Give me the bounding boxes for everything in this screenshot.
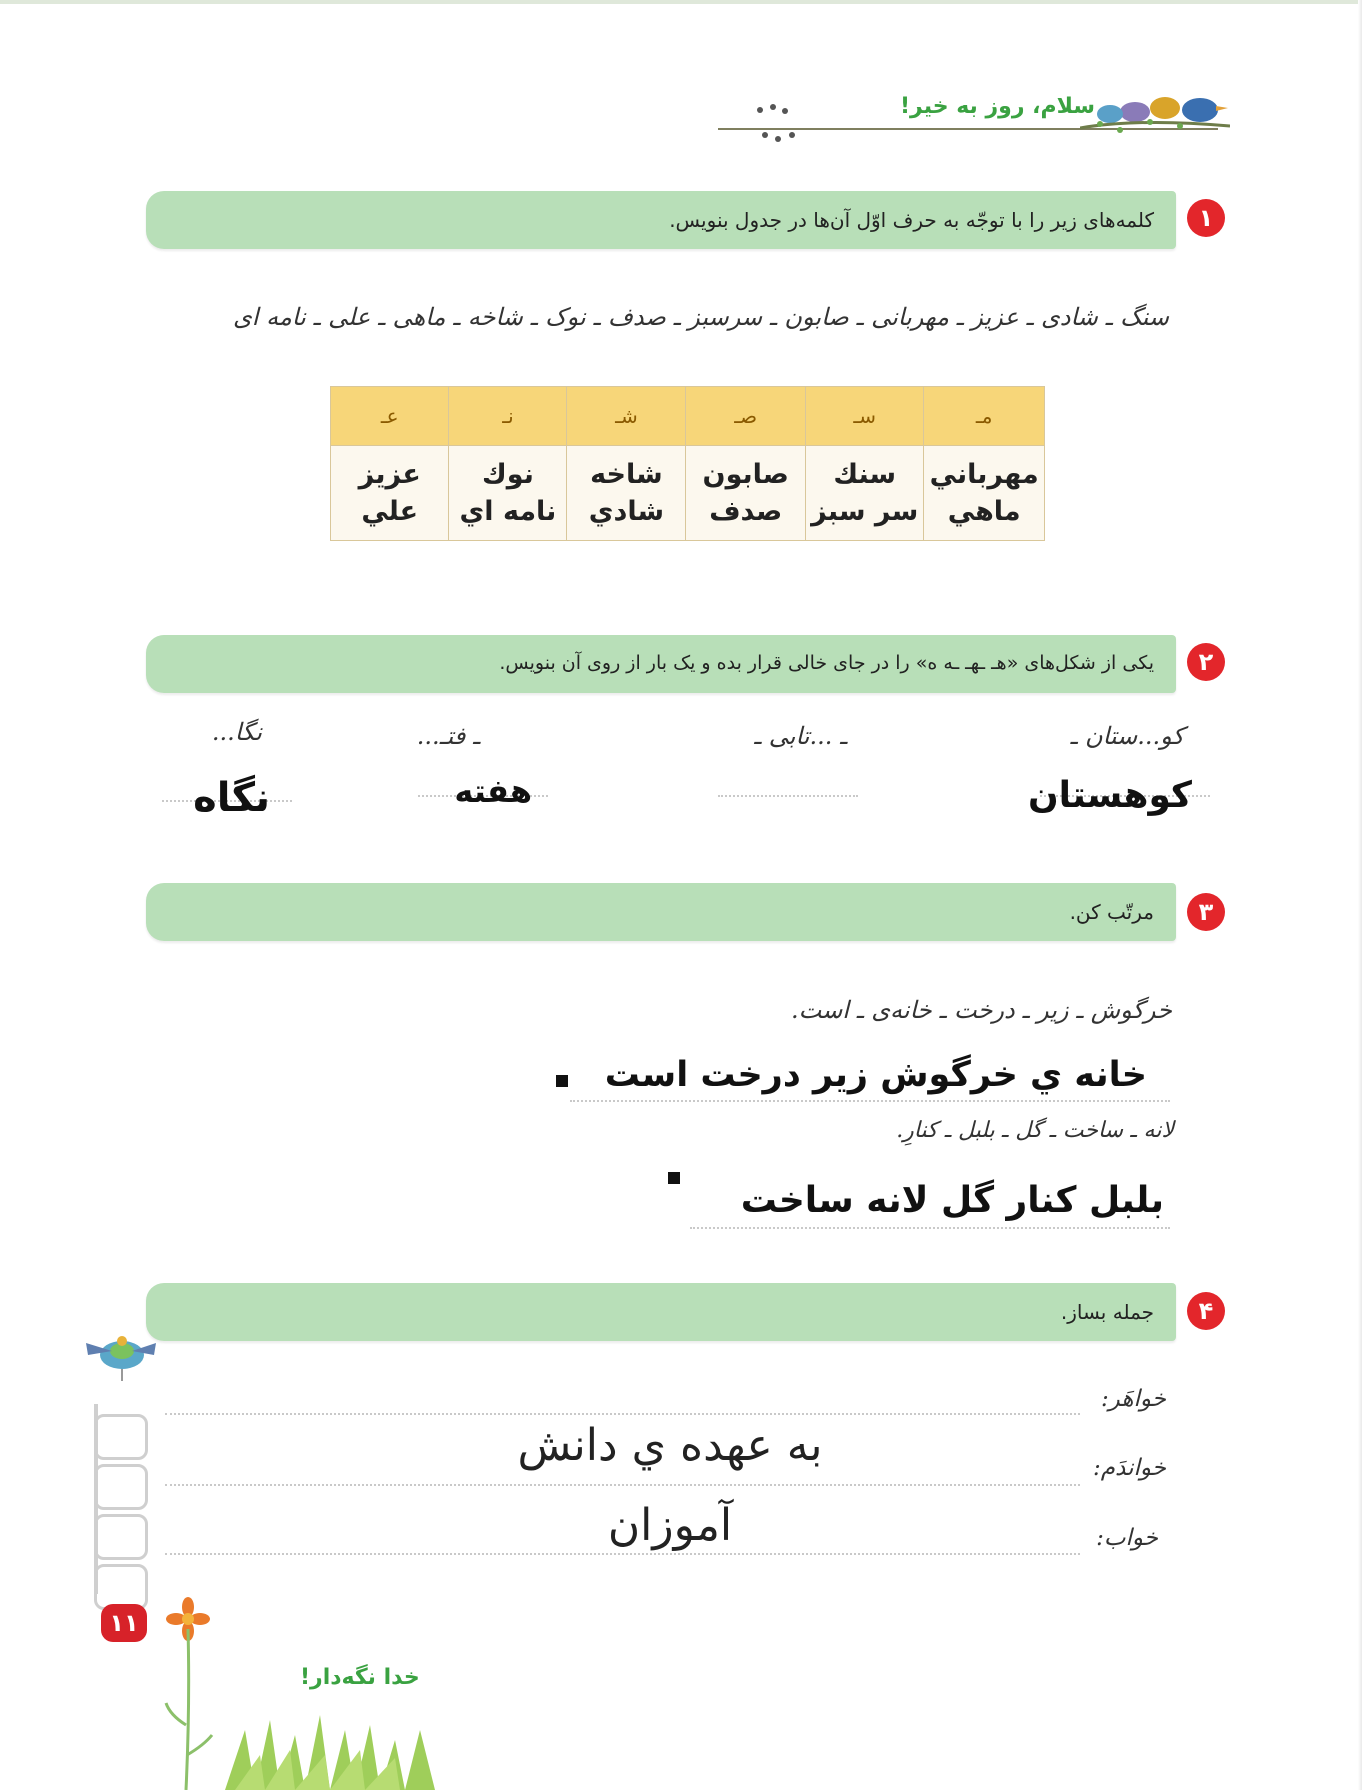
page-edge-shadow bbox=[1358, 0, 1362, 1790]
q4-label-read: خواندَم: bbox=[1093, 1455, 1166, 1481]
cell-word: صابون bbox=[702, 459, 789, 490]
top-strip bbox=[0, 0, 1362, 4]
table-answer-cell[interactable] bbox=[686, 446, 806, 541]
q1-word-list: سنگ ـ شادی ـ عزیز ـ مهربانی ـ صابون ـ سرسبز ـ صدف ـ نوک ـ شاخه ـ ماهی ـ علی ـ نامه ای bbox=[233, 303, 1169, 331]
q4-answer-line-1: به عهده ي دانش bbox=[517, 1420, 823, 1471]
checkbox-square[interactable] bbox=[94, 1414, 148, 1460]
q4-instruction-bar bbox=[146, 1283, 1176, 1341]
cell-word: صدف bbox=[709, 496, 783, 527]
q4-label-sleep: خواب: bbox=[1096, 1525, 1158, 1551]
cell-word: نامه اي bbox=[459, 496, 557, 527]
bird-icon bbox=[84, 1325, 158, 1383]
q2-answer: نگاه bbox=[193, 775, 270, 821]
q4-instruction: جمله بساز. bbox=[1060, 1300, 1154, 1324]
table-answer-cell[interactable] bbox=[567, 446, 686, 541]
q4-answer-line[interactable] bbox=[165, 1553, 1080, 1555]
leaves-decoration bbox=[745, 95, 815, 150]
flower-icon bbox=[160, 1595, 230, 1790]
q2-prompt: کو...ستان ـ bbox=[1070, 722, 1184, 750]
q1-number-badge: ۱ bbox=[1187, 199, 1225, 237]
q3-answer-1: خانه ي خرگوش زير درخت است bbox=[604, 1055, 1147, 1095]
q3-instruction: مرتّب کن. bbox=[1069, 900, 1154, 924]
cell-word: شاخه bbox=[590, 459, 663, 490]
table-header-cell: نـ bbox=[449, 387, 567, 446]
q3-answer-2: بلبل كنار گل لانه ساخت bbox=[740, 1180, 1164, 1221]
greeting-title: سلام، روز به خیر! bbox=[900, 94, 1095, 119]
q2-prompt: نگا... bbox=[211, 718, 262, 746]
table-header-cell: عـ bbox=[331, 387, 449, 446]
q4-label-sister: خواهَر: bbox=[1100, 1386, 1166, 1412]
q1-instruction: کلمه‌های زیر را با توجّه به حرف اوّل آن‌ها در جدول بنویس. bbox=[669, 208, 1154, 232]
table-answer-cell[interactable] bbox=[331, 446, 449, 541]
cell-word: مهرباني bbox=[929, 459, 1039, 490]
q3-answer-line-2[interactable] bbox=[690, 1227, 1170, 1229]
q4-answer-line-2: آموزان bbox=[607, 1500, 733, 1551]
q4-answer-line[interactable] bbox=[165, 1484, 1080, 1486]
table-header-cell: شـ bbox=[567, 387, 686, 446]
farewell-text: خدا نگه‌دار! bbox=[300, 1665, 420, 1690]
page-number: ۱۱ bbox=[101, 1604, 147, 1642]
q2-answer: هفته bbox=[454, 772, 532, 810]
table-header-cell: صـ bbox=[686, 387, 806, 446]
cell-word: سر سبز bbox=[811, 496, 919, 527]
bullet-marker bbox=[668, 1172, 680, 1184]
table-header-cell: مـ bbox=[924, 387, 1045, 446]
q2-prompt: ـ فتـ... bbox=[416, 722, 480, 750]
birds-illustration bbox=[1080, 80, 1230, 140]
table-answer-cell[interactable] bbox=[449, 446, 567, 541]
cell-word: شادي bbox=[588, 496, 665, 527]
cell-word: نوك bbox=[482, 459, 534, 490]
q3-prompt-1: خرگوش ـ زیر ـ درخت ـ خانه‌ی ـ است. bbox=[791, 996, 1172, 1024]
cell-word: سنك bbox=[833, 459, 897, 490]
checkbox-square[interactable] bbox=[94, 1464, 148, 1510]
bullet-marker bbox=[556, 1075, 568, 1087]
q2-instruction-bar bbox=[146, 635, 1176, 693]
q3-answer-line-1[interactable] bbox=[570, 1100, 1170, 1102]
cell-word: ماهي bbox=[947, 496, 1021, 527]
q2-prompt: ـ ...تابی ـ bbox=[754, 722, 847, 750]
checkbox-square[interactable] bbox=[94, 1514, 148, 1560]
cell-word: عزيز bbox=[358, 459, 421, 490]
q2-instruction: یکی از شکل‌های «هـ ـهـ ـه ه» را در جای خالی قرار بده و یک بار از روی آن بنویس. bbox=[499, 652, 1154, 674]
table-answer-cell[interactable] bbox=[805, 446, 923, 541]
q3-prompt-2: لانه ـ ساخت ـ گل ـ بلبل ـ کنارِ. bbox=[896, 1118, 1174, 1143]
q2-answer: كوهستان bbox=[1027, 775, 1192, 816]
table-answer-cell[interactable] bbox=[924, 446, 1045, 541]
table-answer-row bbox=[331, 446, 1045, 541]
q2-number-badge: ۲ bbox=[1187, 643, 1225, 681]
q3-instruction-bar bbox=[146, 883, 1176, 941]
q4-number-badge: ۴ bbox=[1187, 1292, 1225, 1330]
grass-illustration bbox=[225, 1700, 455, 1790]
table-header-row bbox=[331, 387, 1045, 446]
table-header-cell: سـ bbox=[805, 387, 923, 446]
q4-answer-line[interactable] bbox=[165, 1413, 1080, 1415]
q1-instruction-bar bbox=[146, 191, 1176, 249]
q1-letter-table bbox=[330, 386, 1045, 541]
q3-number-badge: ۳ bbox=[1187, 893, 1225, 931]
cell-word: علي bbox=[361, 496, 419, 527]
q2-answer-line[interactable] bbox=[718, 795, 858, 797]
